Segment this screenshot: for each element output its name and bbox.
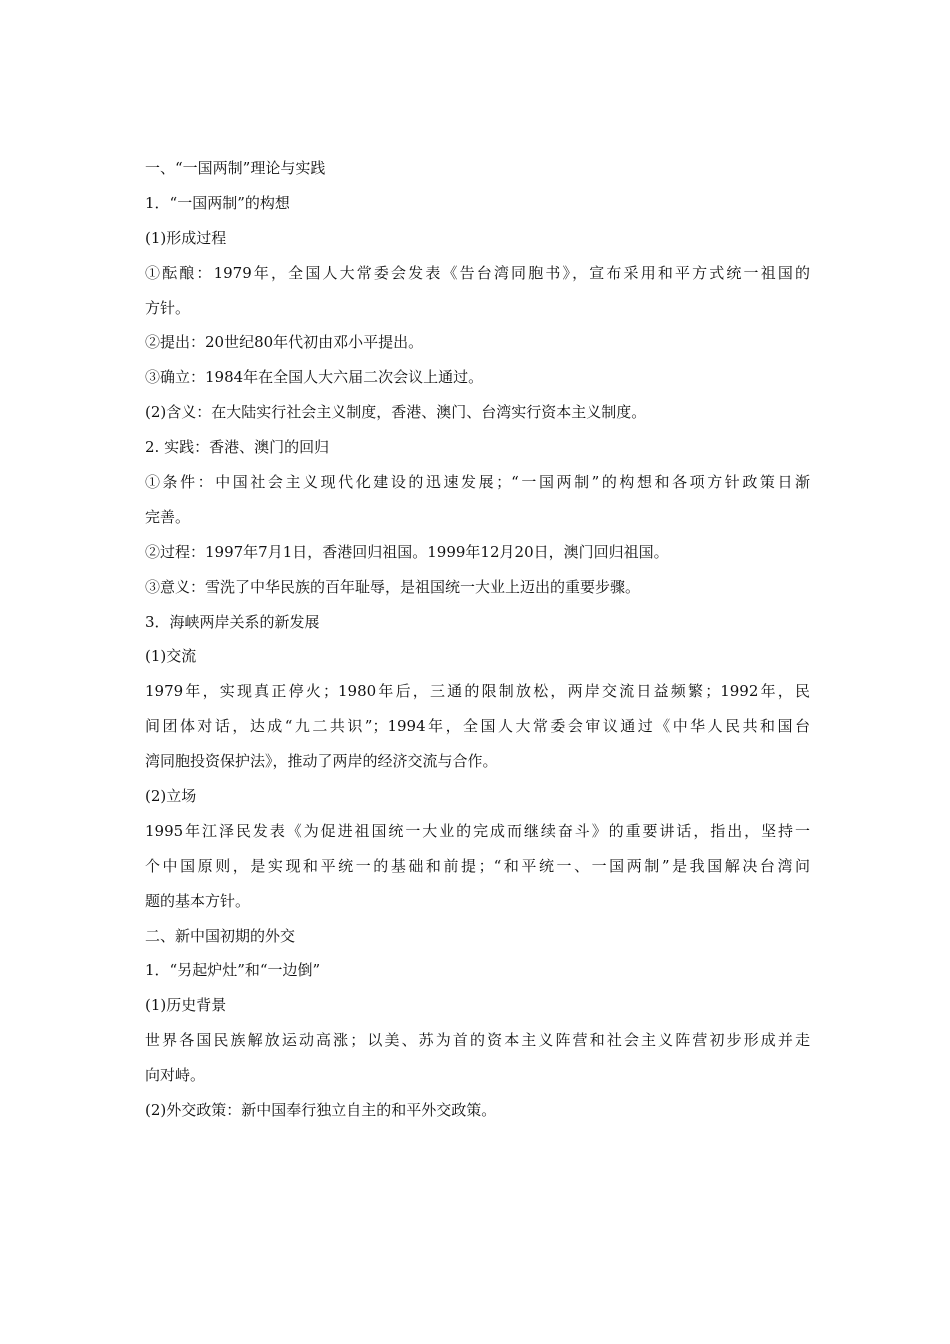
paragraph-line: ①条件：中国社会主义现代化建设的迅速发展；“一国两制”的构想和各项方针政策日渐 [145, 473, 810, 492]
list-item: (2)外交政策：新中国奉行独立自主的和平外交政策。 [145, 1101, 497, 1120]
item-title: (1)交流 [145, 647, 197, 666]
section-heading: 一、“一国两制”理论与实践 [145, 159, 326, 177]
list-item: (2)含义：在大陆实行社会主义制度，香港、澳门、台湾实行资本主义制度。 [145, 403, 647, 422]
subsection-title: 3．海峡两岸关系的新发展 [145, 612, 320, 631]
item-title: (2)立场 [145, 787, 197, 806]
paragraph-line: 间团体对话，达成“九二共识”；1994年，全国人大常委会审议通过《中华人民共和国台 [145, 717, 810, 736]
item-title: (1)形成过程 [145, 228, 227, 247]
paragraph [145, 819, 810, 914]
document-body [145, 156, 810, 1133]
subsection-title: 1．“另起炉灶”和“一边倒” [145, 961, 321, 980]
paragraph-line: 湾同胞投资保护法》，推动了两岸的经济交流与合作。 [145, 752, 498, 771]
paragraph [145, 1028, 810, 1088]
paragraph [145, 679, 810, 774]
list-item: ③意义：雪洗了中华民族的百年耻辱，是祖国统一大业上迈出的重要步骤。 [145, 577, 641, 596]
paragraph-line: 1995年江泽民发表《为促进祖国统一大业的完成而继续奋斗》的重要讲话，指出，坚持一 [145, 821, 810, 840]
section-heading: 二、新中国初期的外交 [145, 926, 296, 945]
list-item: ②过程：1997年7月1日，香港回归祖国。1999年12月20日，澳门回归祖国。 [145, 542, 669, 561]
paragraph-line: 1979年，实现真正停火；1980年后，三通的限制放松，两岸交流日益频繁；1992年，民 [145, 682, 810, 701]
list-item: ②提出：20世纪80年代初由邓小平提出。 [145, 333, 424, 352]
subsection-title: 2. 实践：香港、澳门的回归 [145, 438, 330, 457]
subsection-title: 1．“一国两制”的构想 [145, 193, 290, 212]
paragraph [145, 261, 810, 321]
paragraph-line: 世界各国民族解放运动高涨；以美、苏为首的资本主义阵营和社会主义阵营初步形成并走 [145, 1031, 810, 1050]
paragraph-line: 方针。 [145, 298, 191, 317]
paragraph-line: 个中国原则，是实现和平统一的基础和前提；“和平统一、一国两制”是我国解决台湾问 [145, 856, 810, 875]
paragraph-line: 向对峙。 [145, 1066, 206, 1085]
paragraph [145, 470, 810, 530]
paragraph-line: 题的基本方针。 [145, 891, 251, 910]
item-title: (1)历史背景 [145, 996, 227, 1015]
paragraph-line: ①酝酿：1979年，全国人大常委会发表《告台湾同胞书》，宣布采用和平方式统一祖国的 [145, 263, 810, 282]
list-item: ③确立：1984年在全国人大六届二次会议上通过。 [145, 368, 484, 387]
paragraph-line: 完善。 [145, 507, 191, 526]
